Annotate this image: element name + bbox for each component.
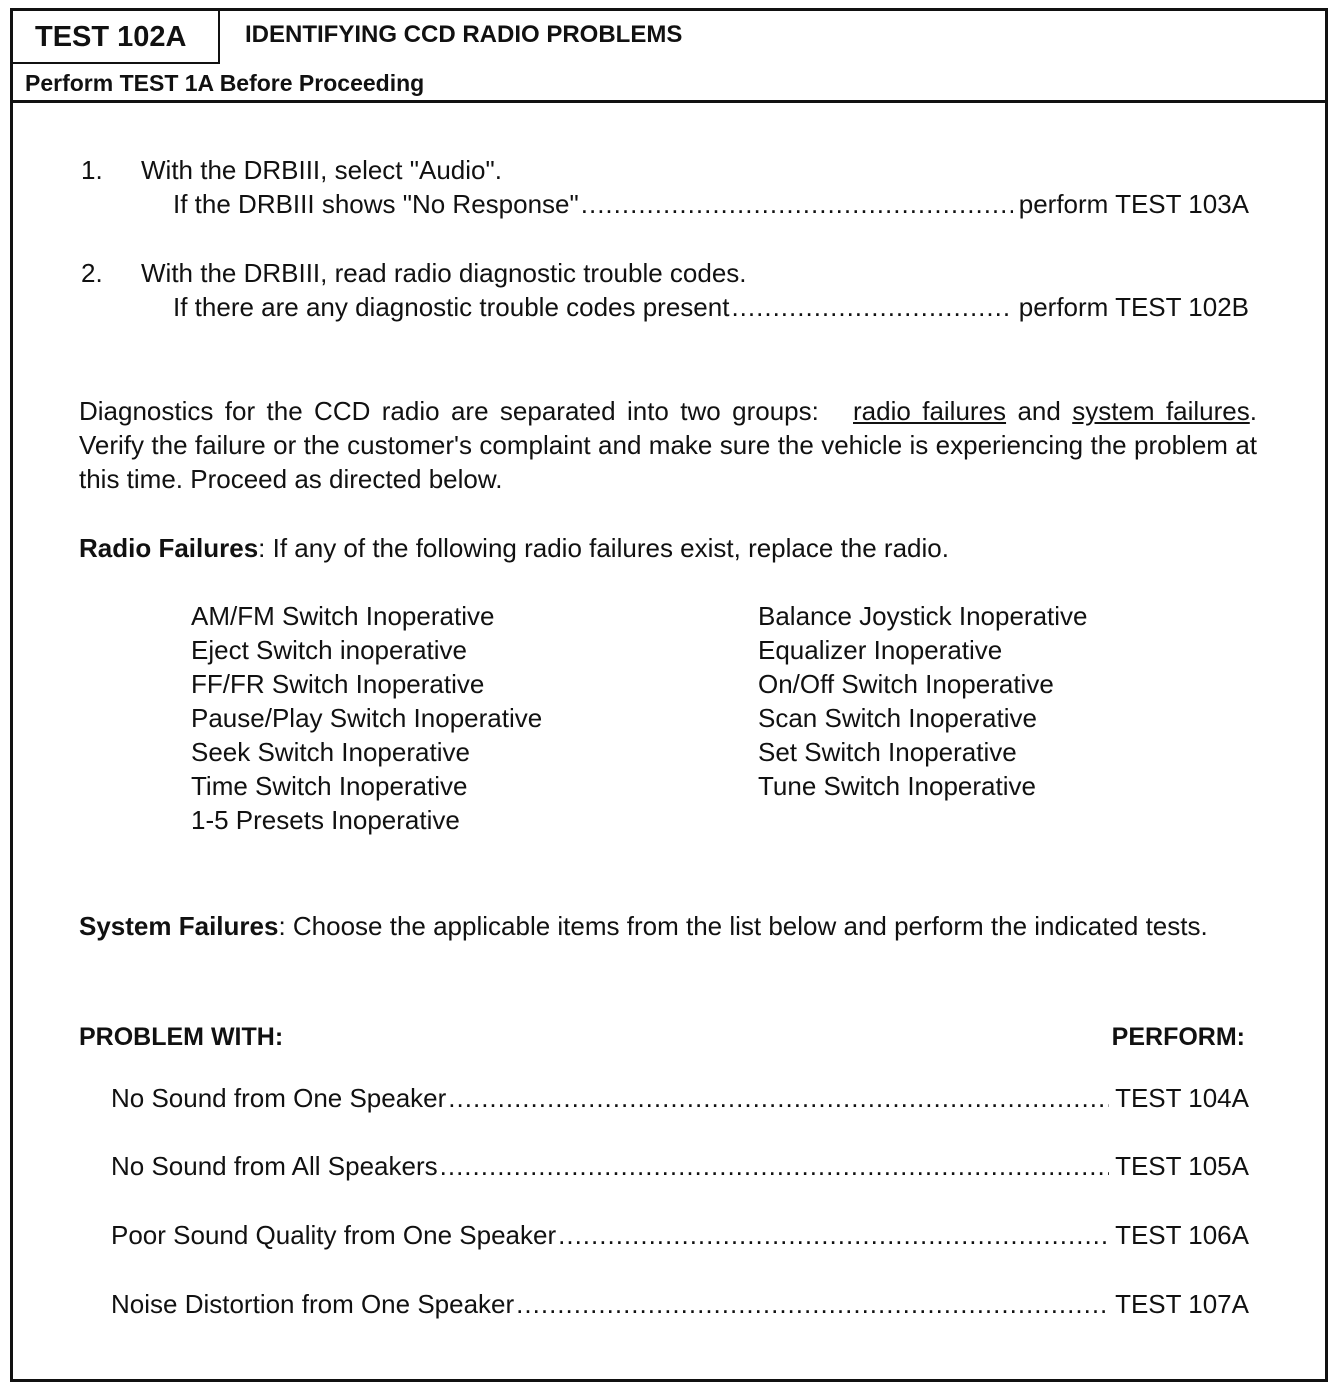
problem-label: No Sound from One Speaker xyxy=(111,1083,447,1113)
step-1-condition-row xyxy=(173,187,1249,221)
system-failures-heading: System Failures xyxy=(79,911,279,941)
dot-leader xyxy=(440,1149,1109,1183)
list-item: On/Off Switch Inoperative xyxy=(758,669,1054,699)
list-item: Equalizer Inoperative xyxy=(758,635,1003,665)
step-1-number: 1. xyxy=(81,155,103,185)
intro-part2: . Verify the failure or the customer's complaint and make sure the vehicle is experiencing the problem at this time. Proceed as directed below. xyxy=(79,396,1257,494)
step-2-instruction: With the DRBIII, read radio diagnostic trouble codes. xyxy=(141,258,747,288)
perform-test: TEST 106A xyxy=(1115,1220,1249,1250)
radio-failures-list-left xyxy=(191,599,542,837)
list-item: Set Switch Inoperative xyxy=(758,737,1017,767)
table-row xyxy=(111,1149,1249,1183)
step-2-condition: If there are any diagnostic trouble codes present xyxy=(173,292,730,322)
perform-test: TEST 107A xyxy=(1115,1289,1249,1319)
dot-leader xyxy=(581,187,1013,221)
radio-failures-term: radio failures xyxy=(853,396,1007,426)
system-failures-text: : Choose the applicable items from the list below and perform the indicated tests. xyxy=(278,911,1208,941)
table-row xyxy=(111,1081,1249,1115)
test-id: TEST 102A xyxy=(13,11,220,64)
document-frame xyxy=(10,8,1328,1382)
dot-leader xyxy=(558,1218,1109,1252)
list-item: Tune Switch Inoperative xyxy=(758,771,1036,801)
radio-failures-list-right xyxy=(758,599,1088,803)
header xyxy=(13,11,1325,103)
list-item: Eject Switch inoperative xyxy=(191,635,468,665)
list-item: Scan Switch Inoperative xyxy=(758,703,1037,733)
dot-leader xyxy=(448,1081,1109,1115)
list-item: Balance Joystick Inoperative xyxy=(758,601,1088,631)
list-item: 1-5 Presets Inoperative xyxy=(191,805,460,835)
system-failures-paragraph xyxy=(79,909,1257,943)
list-item: FF/FR Switch Inoperative xyxy=(191,669,485,699)
prerequisite-note: Perform TEST 1A Before Proceeding xyxy=(25,70,425,96)
radio-failures-text: : If any of the following radio failures exist, replace the radio. xyxy=(258,533,949,563)
column-header-perform: PERFORM: xyxy=(1111,1023,1245,1051)
problem-label: Noise Distortion from One Speaker xyxy=(111,1289,515,1319)
test-title: IDENTIFYING CCD RADIO PROBLEMS xyxy=(245,21,683,48)
perform-test: TEST 105A xyxy=(1115,1151,1249,1181)
step-2-action: perform TEST 102B xyxy=(1018,292,1249,322)
table-row xyxy=(111,1218,1249,1252)
perform-test: TEST 104A xyxy=(1115,1083,1249,1113)
intro-paragraph xyxy=(79,394,1257,496)
problem-label: No Sound from All Speakers xyxy=(111,1151,438,1181)
radio-failures-paragraph xyxy=(79,531,949,565)
step-1-condition: If the DRBIII shows "No Response" xyxy=(173,189,579,219)
list-item: AM/FM Switch Inoperative xyxy=(191,601,495,631)
dot-leader xyxy=(516,1287,1109,1321)
step-2-number: 2. xyxy=(81,258,103,288)
intro-part1: Diagnostics for the CCD radio are separated into two groups: xyxy=(79,396,819,426)
table-row xyxy=(111,1287,1249,1321)
intro-and: and xyxy=(1017,396,1061,426)
step-1-instruction: With the DRBIII, select "Audio". xyxy=(141,155,502,185)
column-header-problem: PROBLEM WITH: xyxy=(79,1023,284,1051)
radio-failures-heading: Radio Failures xyxy=(79,533,259,563)
system-failures-term: system failures xyxy=(1072,396,1250,426)
step-2-condition-row xyxy=(173,290,1249,324)
list-item: Pause/Play Switch Inoperative xyxy=(191,703,543,733)
problem-label: Poor Sound Quality from One Speaker xyxy=(111,1220,557,1250)
step-1-action: perform TEST 103A xyxy=(1018,189,1249,219)
dot-leader xyxy=(731,290,1012,324)
list-item: Time Switch Inoperative xyxy=(191,771,468,801)
list-item: Seek Switch Inoperative xyxy=(191,737,470,767)
